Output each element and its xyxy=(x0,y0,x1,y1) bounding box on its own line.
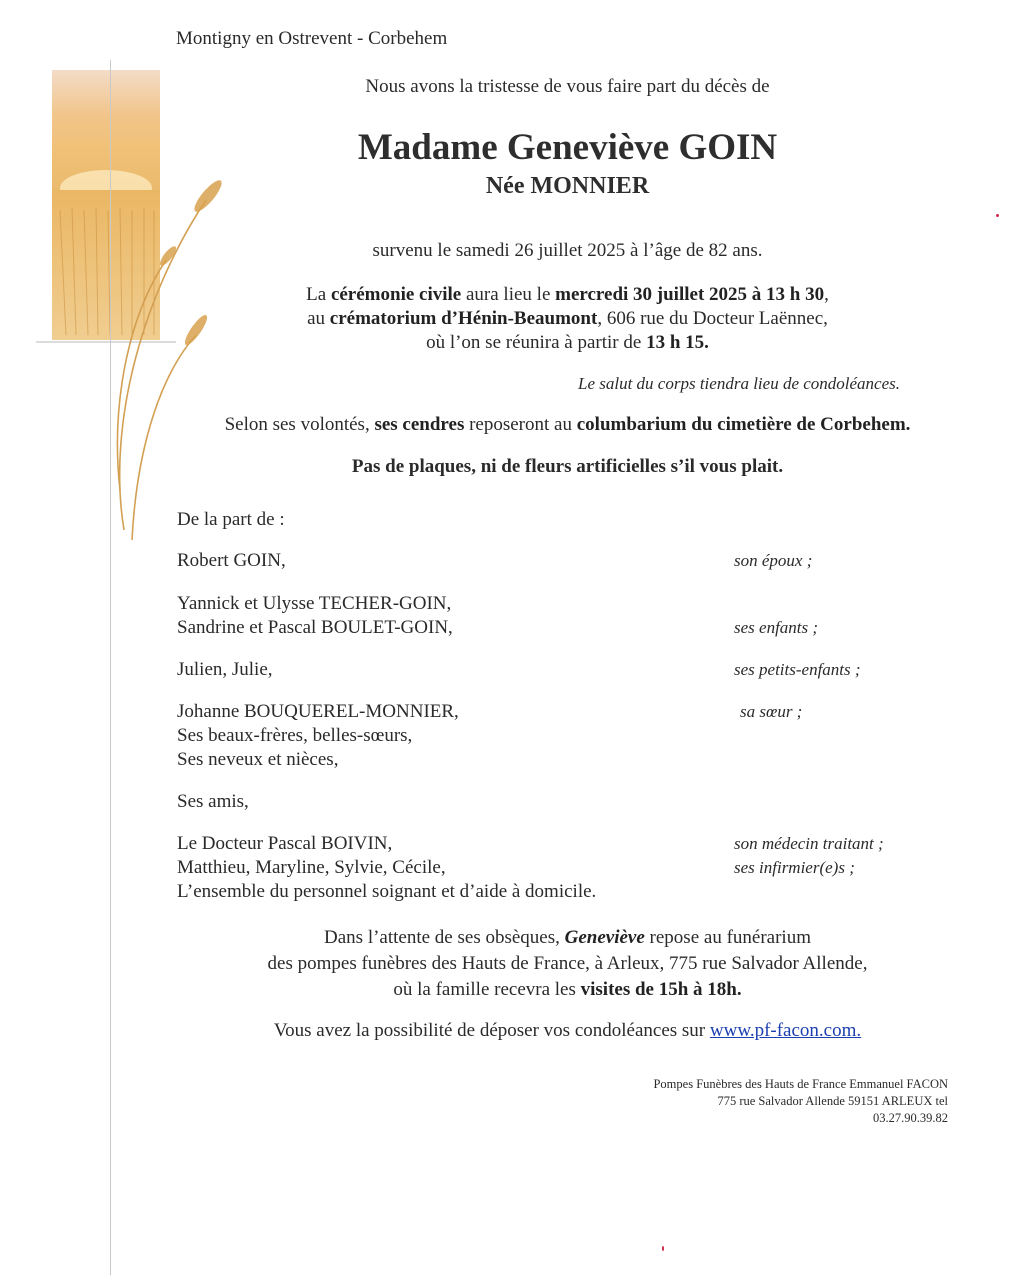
relation-enfants: ses enfants ; xyxy=(734,618,819,637)
header-location: Montigny en Ostrevent - Corbehem xyxy=(176,28,448,49)
family-neveux: Ses neveux et nièces, xyxy=(177,749,339,770)
salut-note: Le salut du corps tiendra lieu de condoléances. xyxy=(578,374,901,393)
condolences-line: Vous avez la possibilité de déposer vos condoléances sur www.pf-facon.com. xyxy=(273,1020,862,1041)
family-johanne: Johanne BOUQUEREL-MONNIER, xyxy=(177,701,459,722)
de-la-part-label: De la part de : xyxy=(177,509,285,530)
scan-speck xyxy=(996,214,999,217)
relation-epoux: son époux ; xyxy=(734,551,813,570)
family-beaux-freres: Ses beaux-frères, belles-sœurs, xyxy=(177,725,413,746)
relation-medecin: son médecin traitant ; xyxy=(734,834,884,853)
funerarium-paragraph: Dans l’attente de ses obsèques, Geneviève repose au funérarium des pompes funèbres des Hauts de France, à Arleux, 775 rue Salvador Allende, où la famille recevra les visites de 15h à 18h. xyxy=(267,927,868,1000)
deceased-name: Madame Geneviève GOIN xyxy=(357,127,778,168)
family-personnel: L’ensemble du personnel soignant et d’aide à domicile. xyxy=(177,881,597,902)
funeral-home-footer: Pompes Funèbres des Hauts de France Emmanuel FACON 775 rue Salvador Allende 59151 ARLEUX tel 03.27.90.39.82 xyxy=(653,1077,948,1125)
intro-line: Nous avons la tristesse de vous faire part du décès de xyxy=(365,76,770,97)
ashes-line: Selon ses volontés, ses cendres reposeront au columbarium du cimetière de Corbehem. xyxy=(224,414,911,435)
no-plaques-line: Pas de plaques, ni de fleurs artificielles s’il vous plait. xyxy=(351,456,784,477)
family-matthieu: Matthieu, Maryline, Sylvie, Cécile, xyxy=(177,857,446,878)
family-julien: Julien, Julie, xyxy=(177,659,273,680)
ceremony-paragraph: La cérémonie civile aura lieu le mercredi 30 juillet 2025 à 13 h 30, au crématorium d’Hénin-Beaumont, 606 rue du Docteur Laënnec, où l’on se réunira à partir de 13 h 15. xyxy=(306,284,829,353)
family-amis: Ses amis, xyxy=(177,791,249,812)
scan-speck xyxy=(662,1246,664,1251)
condolences-link[interactable]: www.pf-facon.com. xyxy=(709,1020,862,1041)
death-date-line: survenu le samedi 26 juillet 2025 à l’âge de 82 ans. xyxy=(372,240,763,261)
relation-petits-enfants: ses petits-enfants ; xyxy=(734,660,861,679)
relation-soeur: sa sœur ; xyxy=(740,702,803,721)
family-robert: Robert GOIN, xyxy=(177,550,286,571)
family-sandrine: Sandrine et Pascal BOULET-GOIN, xyxy=(177,617,453,638)
birth-name: Née MONNIER xyxy=(485,173,650,199)
family-yannick: Yannick et Ulysse TECHER-GOIN, xyxy=(177,593,452,614)
family-docteur: Le Docteur Pascal BOIVIN, xyxy=(177,833,393,854)
relation-infirmiers: ses infirmier(e)s ; xyxy=(734,858,855,877)
